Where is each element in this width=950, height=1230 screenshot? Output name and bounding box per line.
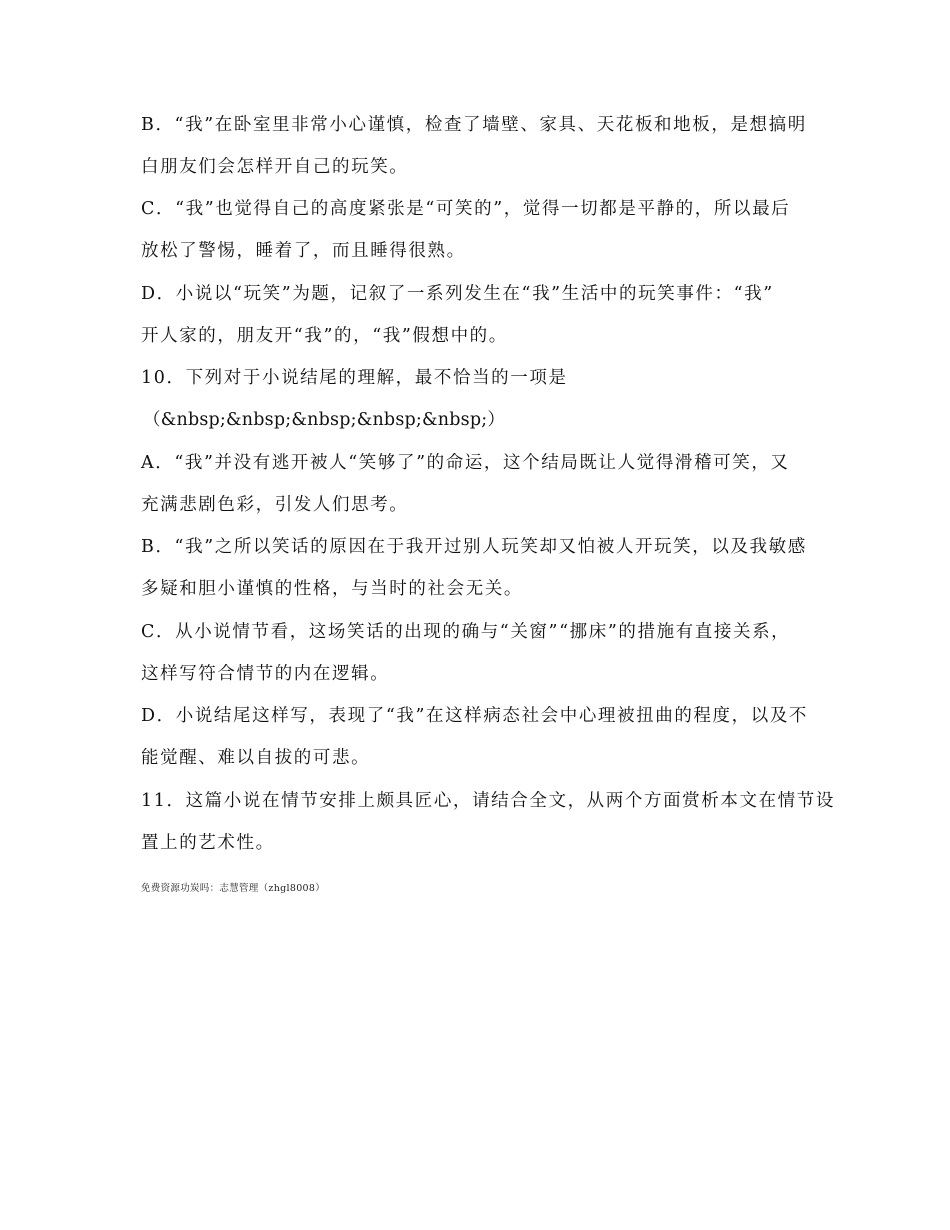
option-d-line-2: 开人家的，朋友开“我”的，“我”假想中的。	[141, 326, 508, 346]
q10-option-c-line-2: 这样写符合情节的内在逻辑。	[141, 664, 390, 684]
option-b-line-1: B．“我”在卧室里非常小心谨慎，检查了墙壁、家具、天花板和地板，是想搞明	[141, 115, 807, 135]
question-11-line-1: 11．这篇小说在情节安排上颇具匠心，请结合全文，从两个方面赏析本文在情节设	[141, 791, 835, 811]
option-d-line-1: D．小说以“玩笑”为题，记叙了一系列发生在“我”生活中的玩笑事件：“我”	[141, 284, 774, 304]
q10-option-d-line-1: D．小说结尾这样写，表现了“我”在这样病态社会中心理被扭曲的程度，以及不	[141, 706, 809, 726]
question-10-stem: 10．下列对于小说结尾的理解，最不恰当的一项是	[141, 368, 568, 388]
q10-option-c-line-1: C．从小说情节看，这场笑话的出现的确与“关窗”“挪床”的措施有直接关系，	[141, 622, 791, 642]
q10-option-b-line-2: 多疑和胆小谨慎的性格，与当时的社会无关。	[141, 579, 523, 599]
q10-option-d-line-2: 能觉醒、难以自拔的可悲。	[141, 748, 371, 768]
option-c-line-1: C．“我”也觉得自己的高度紧张是“可笑的”，觉得一切都是平静的，所以最后	[141, 199, 791, 219]
q10-option-b-line-1: B．“我”之所以笑话的原因在于我开过别人玩笑却又怕被人开玩笑，以及我敏感	[141, 537, 807, 557]
q10-option-a-line-2: 充满悲剧色彩，引发人们思考。	[141, 495, 409, 515]
option-c-line-2: 放松了警惕，睡着了，而且睡得很熟。	[141, 241, 466, 261]
option-b-line-2: 白朋友们会怎样开自己的玩笑。	[141, 157, 409, 177]
answer-blank: （&nbsp;&nbsp;&nbsp;&nbsp;&nbsp;）	[143, 410, 506, 430]
q10-option-a-line-1: A．“我”并没有逃开被人“笑够了”的命运，这个结局既让人觉得滑稽可笑，又	[141, 453, 790, 473]
footer-note: 免费资源功炭吗：志慧管理（zhgl8008）	[141, 883, 326, 894]
question-11-line-2: 置上的艺术性。	[141, 833, 275, 853]
